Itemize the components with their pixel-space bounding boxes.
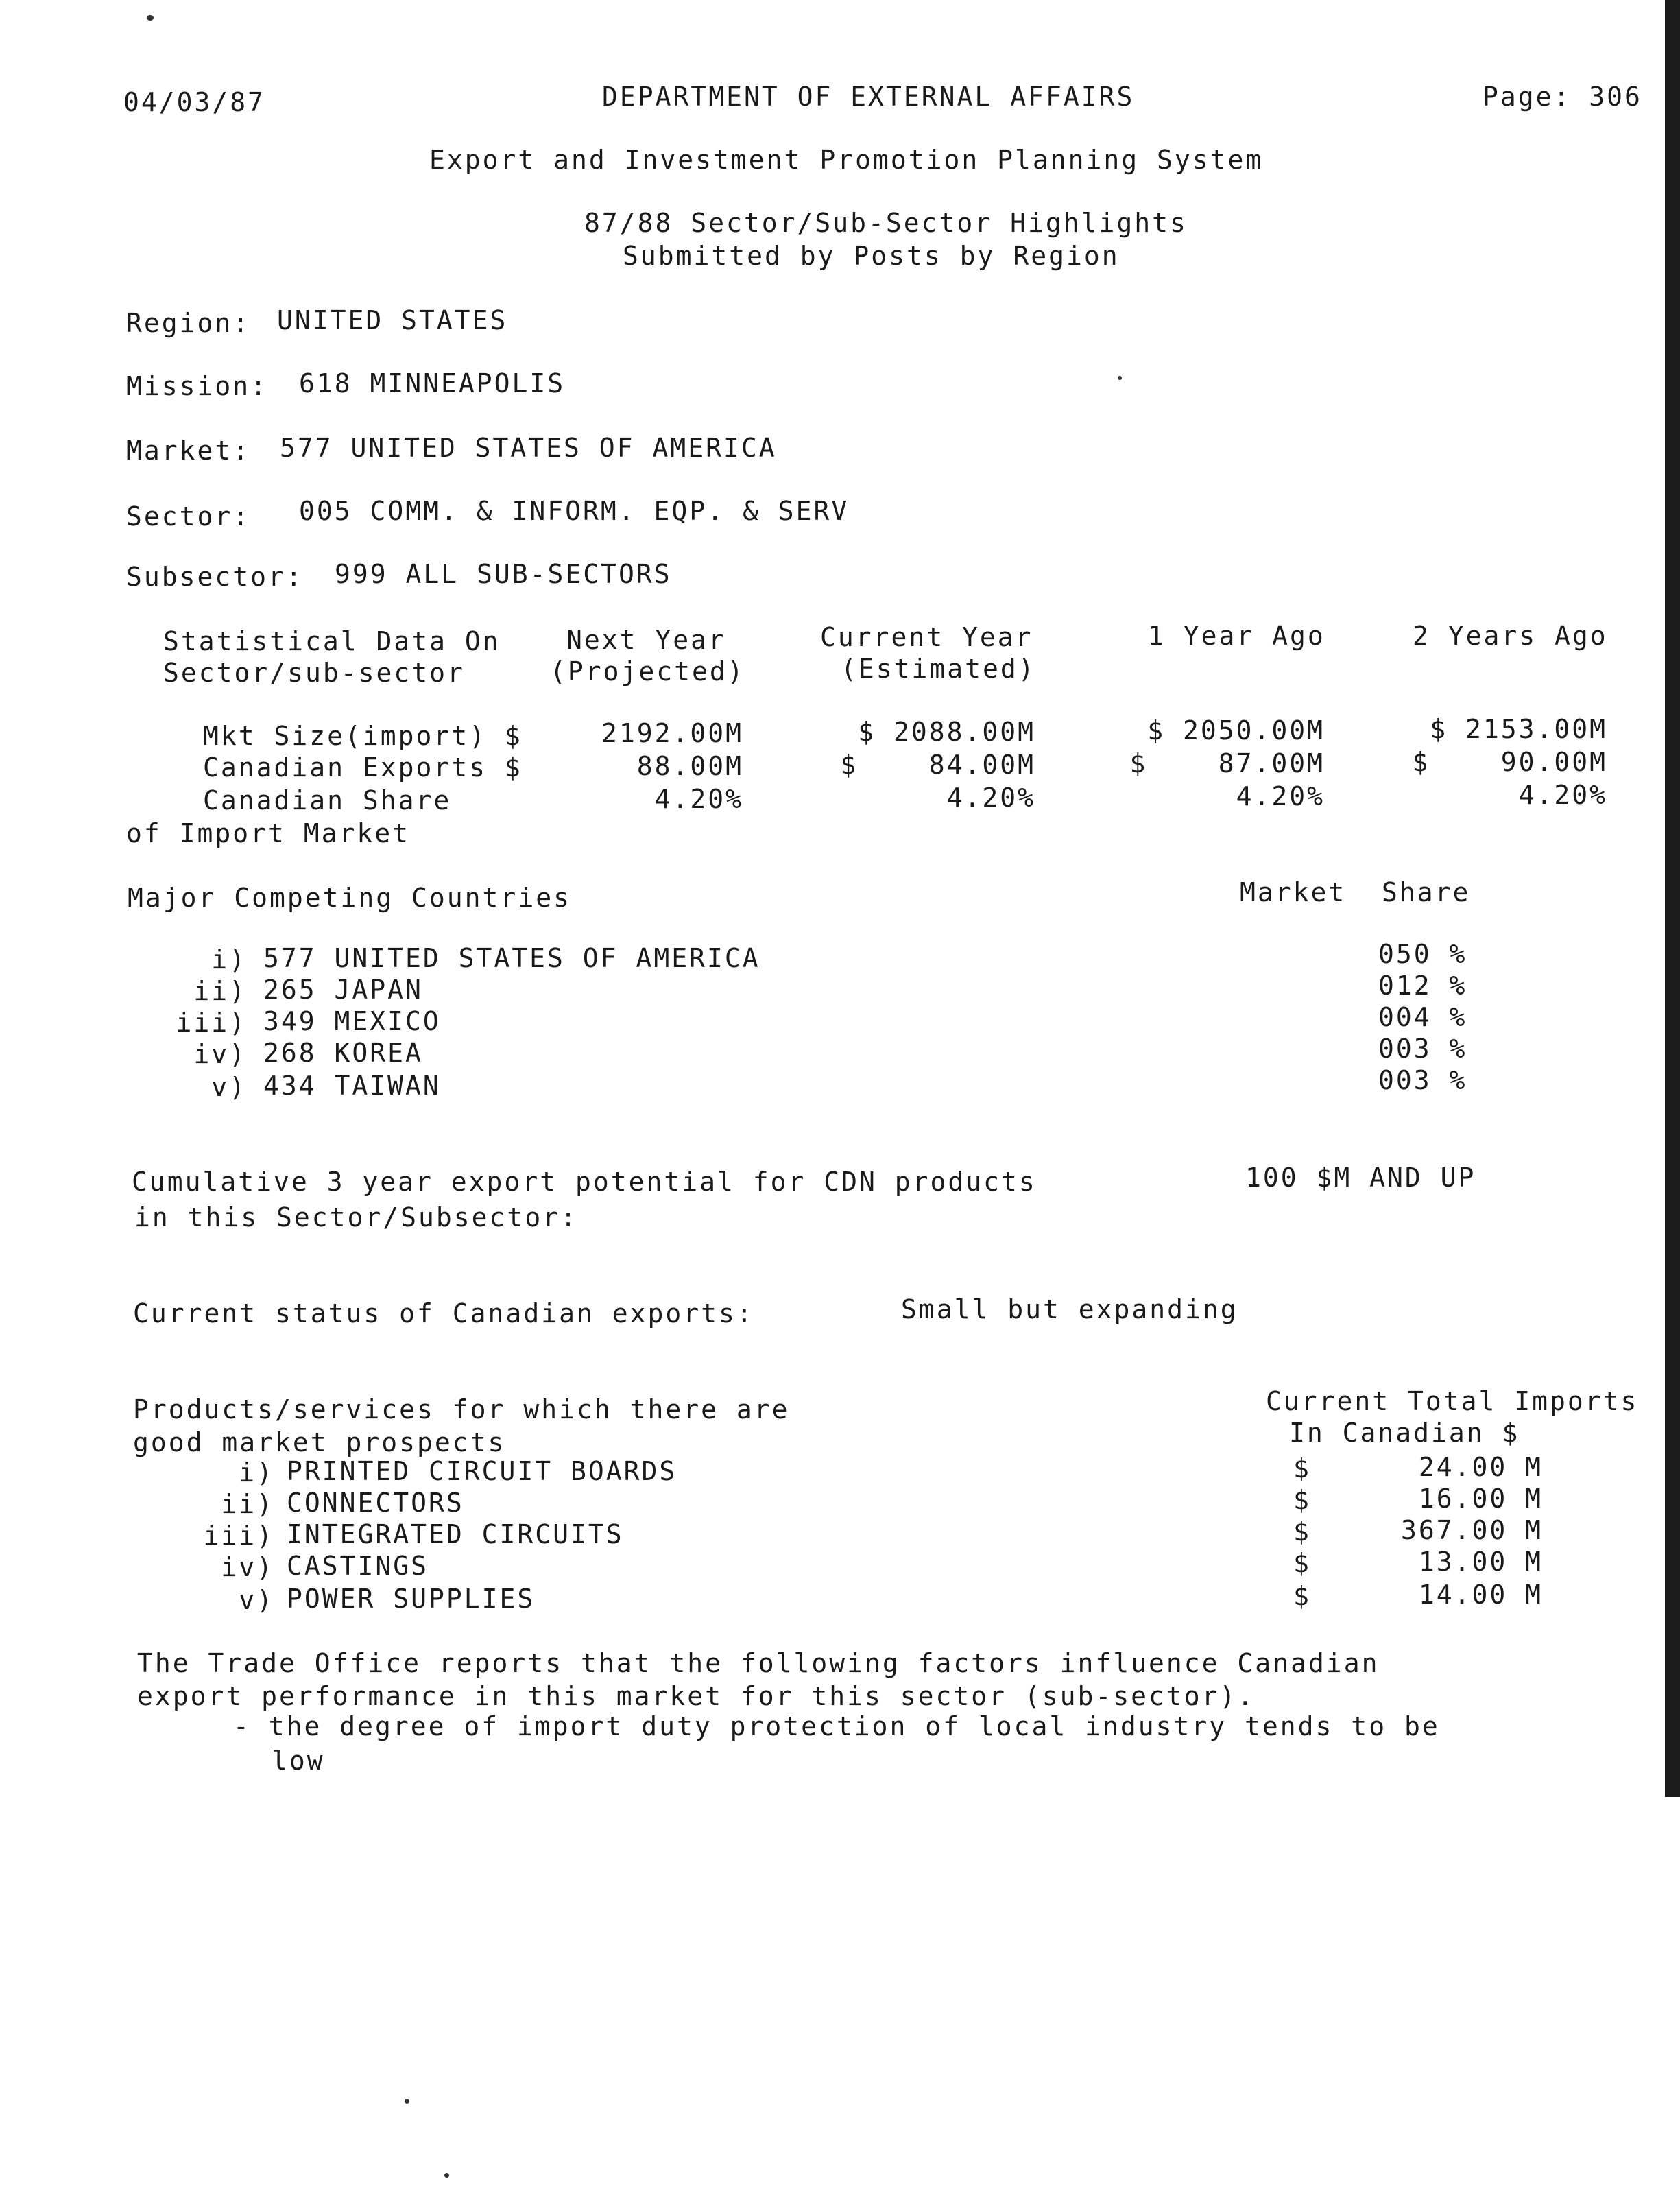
page-number: Page: 306	[1483, 82, 1642, 112]
system-title: Export and Investment Promotion Planning System	[429, 145, 1264, 175]
sector-label: Sector:	[126, 501, 251, 532]
factors-line2: export performance in this market for this sector (sub-sector).	[137, 1681, 1256, 1711]
scan-edge	[1665, 0, 1680, 1797]
speck	[147, 15, 154, 21]
competitor-number: iii)	[176, 1008, 247, 1038]
stats-cell: 4.20%	[1518, 780, 1607, 810]
competitor-share: 003 %	[1378, 1065, 1467, 1095]
competitor-name: 349 MEXICO	[263, 1006, 441, 1036]
competitor-share: 004 %	[1378, 1002, 1467, 1032]
competitor-name: 268 KOREA	[263, 1038, 423, 1068]
product-number: ii)	[221, 1489, 274, 1519]
stats-cell: $ 2088.00M	[858, 717, 1035, 747]
competitor-number: iv)	[193, 1039, 247, 1069]
product-name: POWER SUPPLIES	[287, 1584, 536, 1614]
competitor-number: i)	[211, 944, 247, 975]
competitor-share: 012 %	[1378, 970, 1467, 1001]
product-currency: $	[1293, 1548, 1311, 1578]
product-value: 13.00 M	[1418, 1547, 1543, 1577]
competitor-name: 577 UNITED STATES OF AMERICA	[263, 943, 760, 973]
competitor-name: 265 JAPAN	[263, 975, 423, 1005]
products-line2: good market prospects	[133, 1427, 506, 1457]
col-two-years-ago: 2 Years Ago	[1413, 621, 1608, 651]
potential-line2: in this Sector/Subsector:	[134, 1202, 578, 1233]
stats-cell: 88.00M	[636, 751, 743, 781]
stats-cell: $ 84.00M	[840, 750, 1035, 780]
product-value: 16.00 M	[1418, 1484, 1543, 1514]
competitors-heading: Major Competing Countries	[128, 883, 571, 913]
imports-heading-line2: In Canadian $	[1289, 1418, 1520, 1448]
factors-bullet-line2: low	[272, 1746, 325, 1776]
speck	[1118, 376, 1122, 380]
sector-value: 005 COMM. & INFORM. EQP. & SERV	[299, 496, 850, 526]
product-value: 14.00 M	[1418, 1580, 1543, 1610]
region-value: UNITED STATES	[277, 305, 508, 335]
mission-label: Mission:	[126, 371, 269, 401]
product-number: i)	[239, 1457, 274, 1488]
department-title: DEPARTMENT OF EXTERNAL AFFAIRS	[602, 82, 1135, 112]
competitor-number: ii)	[193, 976, 247, 1006]
product-number: iv)	[221, 1552, 274, 1582]
stats-cell: $ 2153.00M	[1430, 714, 1607, 744]
stats-cell: 4.20%	[654, 784, 743, 814]
stats-cell: 4.20%	[946, 783, 1035, 813]
speck	[444, 2173, 449, 2178]
product-currency: $	[1293, 1581, 1311, 1611]
col-current-year-sub: (Estimated)	[841, 654, 1036, 684]
competitor-share: 003 %	[1378, 1034, 1467, 1064]
product-name: CASTINGS	[287, 1551, 429, 1581]
product-value: 24.00 M	[1418, 1452, 1543, 1482]
subsector-label: Subsector:	[126, 562, 304, 592]
stats-cell: $ 90.00M	[1412, 747, 1607, 777]
market-label: Market:	[126, 436, 251, 466]
market-share-heading: Market Share	[1240, 877, 1471, 907]
stats-cell: 4.20%	[1236, 781, 1325, 811]
factors-line1: The Trade Office reports that the following factors influence Canadian	[137, 1648, 1380, 1678]
product-number: v)	[239, 1585, 274, 1615]
status-label: Current status of Canadian exports:	[133, 1298, 754, 1329]
status-value: Small but expanding	[901, 1294, 1238, 1324]
col-one-year-ago: 1 Year Ago	[1148, 621, 1325, 651]
product-currency: $	[1293, 1485, 1311, 1515]
speck	[405, 2099, 409, 2104]
stats-heading-line1: Statistical Data On	[163, 626, 501, 656]
product-number: iii)	[203, 1521, 274, 1551]
product-name: PRINTED CIRCUIT BOARDS	[287, 1456, 677, 1486]
products-line1: Products/services for which there are	[133, 1394, 790, 1425]
stats-heading-line2: Sector/sub-sector	[163, 658, 465, 688]
report-subtitle: Submitted by Posts by Region	[623, 241, 1120, 271]
stats-cell: $ 2050.00M	[1147, 715, 1325, 746]
region-label: Region:	[126, 308, 251, 338]
stats-share-note: of Import Market	[126, 818, 411, 848]
factors-bullet-line1: - the degree of import duty protection of local industry tends to be	[233, 1711, 1440, 1741]
potential-line1: Cumulative 3 year export potential for CDN products	[132, 1167, 1037, 1197]
potential-value: 100 $M AND UP	[1245, 1163, 1476, 1193]
competitor-name: 434 TAIWAN	[263, 1071, 441, 1101]
product-currency: $	[1293, 1516, 1311, 1547]
market-value: 577 UNITED STATES OF AMERICA	[280, 433, 777, 463]
stats-row-label: Canadian Exports $	[203, 752, 523, 783]
product-name: CONNECTORS	[287, 1488, 464, 1518]
competitor-share: 050 %	[1378, 939, 1467, 969]
stats-row-label: Canadian Share	[203, 785, 452, 815]
col-current-year: Current Year	[820, 622, 1033, 652]
product-currency: $	[1293, 1453, 1311, 1484]
stats-row-label: Mkt Size(import) $	[203, 721, 523, 751]
col-next-year: Next Year	[566, 625, 726, 655]
subsector-value: 999 ALL SUB-SECTORS	[335, 559, 672, 589]
report-date: 04/03/87	[123, 87, 266, 117]
competitor-number: v)	[211, 1072, 247, 1102]
stats-cell: 2192.00M	[601, 718, 743, 748]
imports-heading-line1: Current Total Imports	[1266, 1386, 1639, 1416]
mission-value: 618 MINNEAPOLIS	[299, 368, 566, 398]
product-value: 367.00 M	[1400, 1515, 1543, 1545]
report-title: 87/88 Sector/Sub-Sector Highlights	[584, 208, 1188, 238]
stats-cell: $ 87.00M	[1129, 748, 1325, 778]
col-next-year-sub: (Projected)	[550, 656, 745, 687]
product-name: INTEGRATED CIRCUITS	[287, 1519, 624, 1549]
